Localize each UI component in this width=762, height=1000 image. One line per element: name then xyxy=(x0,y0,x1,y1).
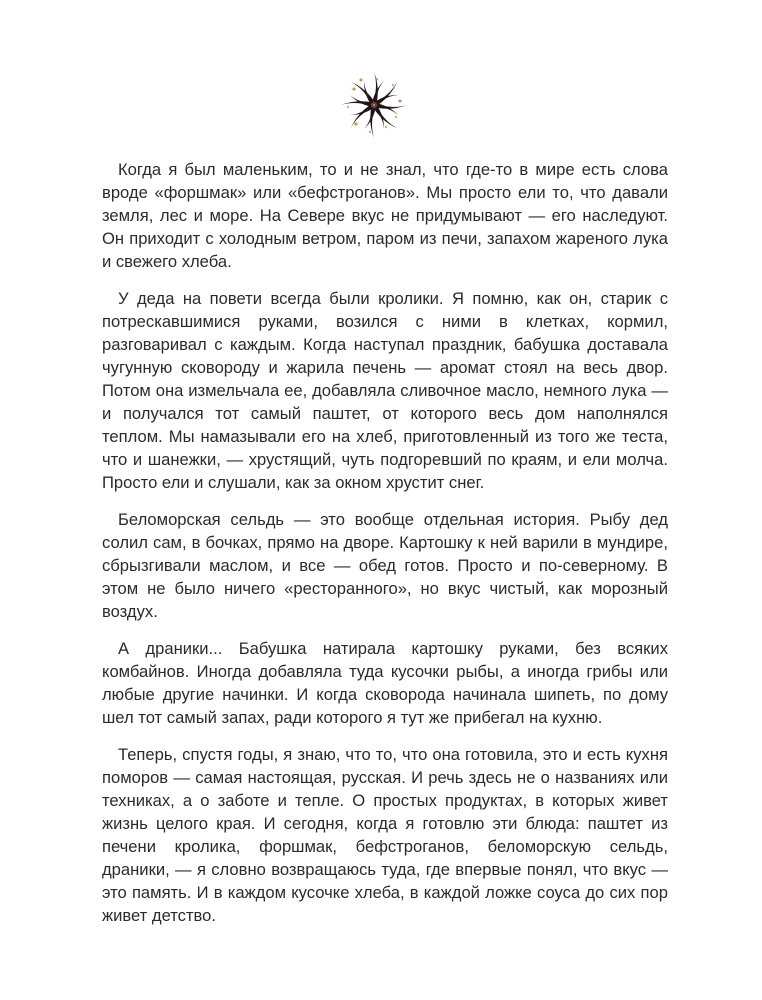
ornament-spark xyxy=(391,83,394,86)
ornament-spark xyxy=(368,130,371,133)
ornament-spark xyxy=(398,99,403,104)
paragraph-5: Теперь, спустя годы, я знаю, что то, что она готовила, это и есть кухня поморов — самая настоящая, русская. И речь здесь не о названиях или техниках, а о заботе и тепле. О простых продуктах, в которых живет жизнь целого края. И сегодня, когда я готовлю эти блюда: паштет из печени кролика, форшмак, бефстроганов, беломорскую сельдь, драники, — я словно возвращаюсь туда, где впервые понял, что вкус — это память. И в каждом кусочке хлеба, в каждой ложке соуса до сих пор живет детство. xyxy=(102,745,668,925)
paragraph-3: Беломорская сельдь — это вообще отдельная история. Рыбу дед солил сам, в бочках, прямо на дворе. Картошку к ней варили в мундире, сбрызгивали маслом, и все — обед готов. Просто и по-северному. В этом не было ничего «ресторанного», но вкус чистый, как морозный воздух. xyxy=(102,510,668,621)
ornament-spark xyxy=(384,125,387,128)
ornament-spark xyxy=(359,78,364,83)
paragraph-4: А драники... Бабушка натирала картошку руками, без всяких комбайнов. Иногда добавляла туда кусочки рыбы, а иногда грибы или любые другие начинки. И когда сковорода начинала шипеть, по дому шел тот самый запах, ради которого я тут же прибегал на кухню. xyxy=(102,639,668,727)
paragraph-1: Когда я был маленьким, то и не знал, что где-то в мире есть слова вроде «форшмак» или «бефстроганов». Мы просто ели то, что давали земля, лес и море. На Севере вкус не придумывают — его наследуют. Он приходит с холодным ветром, паром из печи, запахом жареного лука и свежего хлеба. xyxy=(102,160,668,271)
ornament-spark xyxy=(346,105,349,108)
ornament-spark xyxy=(394,115,397,118)
paragraph-2: У деда на повети всегда были кролики. Я помню, как он, старик с потрескавшимися руками, возился с ними в клетках, кормил, разговаривал с каждым. Когда наступал праздник, бабушка доставала чугунную сковороду и жарила печень — аромат стоял на весь двор. Потом она измельчала ее, добавляла сливочное масло, немного лука — и получался тот самый паштет, от которого весь дом наполнялся теплом. Мы намазывали его на хлеб, приготовленный из того же теста, что и шанежки, — хрустящий, чуть подгоревший по краям, и ели молча. Просто ели и слушали, как за окном хрустит снег. xyxy=(102,289,668,492)
starburst-ornament-icon xyxy=(337,68,411,142)
ornament-spark xyxy=(352,87,357,92)
main-text xyxy=(102,158,668,941)
